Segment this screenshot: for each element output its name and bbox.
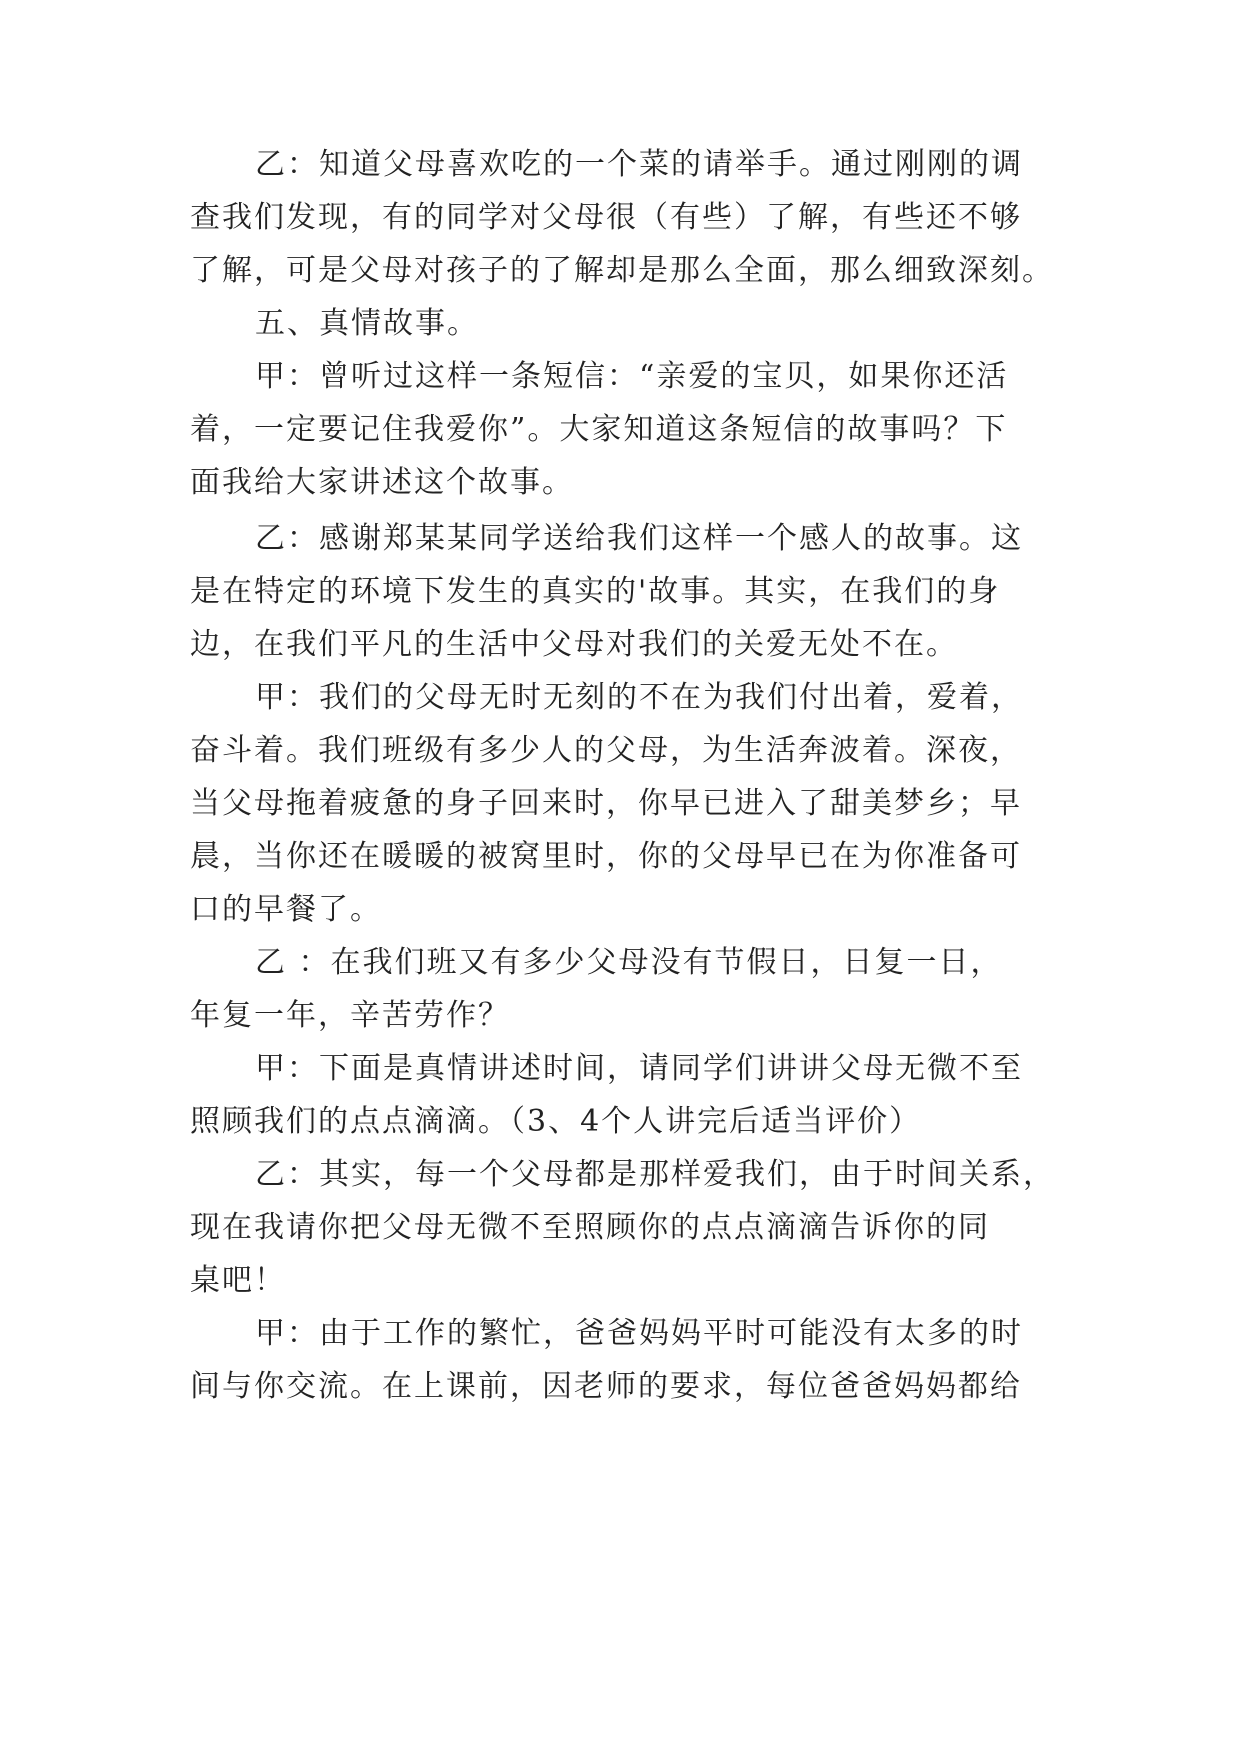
text-line: 口的早餐了。 <box>190 892 382 927</box>
text-line: 甲：我们的父母无时无刻的不在为我们付出着，爱着， <box>255 680 1023 715</box>
text-line: 甲：下面是真情讲述时间，请同学们讲讲父母无微不至 <box>255 1051 1023 1086</box>
text-line: 间与你交流。在上课前，因老师的要求，每位爸爸妈妈都给 <box>190 1369 1022 1404</box>
text-line: 了解，可是父母对孩子的了解却是那么全面，那么细致深刻。 <box>190 253 1054 288</box>
text-line: 乙：其实，每一个父母都是那样爱我们，由于时间关系， <box>255 1157 1055 1192</box>
text-line: 查我们发现，有的同学对父母很（有些）了解，有些还不够 <box>190 200 1022 235</box>
text-line: 乙：知道父母喜欢吃的一个菜的请举手。通过刚刚的调 <box>255 147 1023 182</box>
section-heading: 五、真情故事。 <box>255 306 479 341</box>
text-line: 甲：由于工作的繁忙，爸爸妈妈平时可能没有太多的时 <box>255 1316 1023 1351</box>
text-line: 甲：曾听过这样一条短信：“亲爱的宝贝，如果你还活 <box>255 359 1009 394</box>
text-line: 是在特定的环境下发生的真实的'故事。其实，在我们的身 <box>190 574 1001 609</box>
text-line: 边，在我们平凡的生活中父母对我们的关爱无处不在。 <box>190 627 958 662</box>
text-line: 照顾我们的点点滴滴。（3、4个人讲完后适当评价） <box>190 1104 922 1139</box>
text-line: 乙 ：在我们班又有多少父母没有节假日，日复一日， <box>255 945 1003 980</box>
text-line: 现在我请你把父母无微不至照顾你的点点滴滴告诉你的同 <box>190 1210 990 1245</box>
text-line: 年复一年，辛苦劳作？ <box>190 998 510 1033</box>
text-line: 晨，当你还在暖暖的被窝里时，你的父母早已在为你准备可 <box>190 839 1022 874</box>
text-line: 着，一定要记住我爱你”。大家知道这条短信的故事吗？下 <box>190 412 1008 447</box>
text-line: 乙：感谢郑某某同学送给我们这样一个感人的故事。这 <box>255 521 1023 556</box>
text-line: 桌吧！ <box>190 1263 286 1298</box>
text-line: 奋斗着。我们班级有多少人的父母，为生活奔波着。深夜， <box>190 733 1022 768</box>
text-line: 当父母拖着疲惫的身子回来时，你早已进入了甜美梦乡；早 <box>190 786 1022 821</box>
text-line: 面我给大家讲述这个故事。 <box>190 465 574 500</box>
